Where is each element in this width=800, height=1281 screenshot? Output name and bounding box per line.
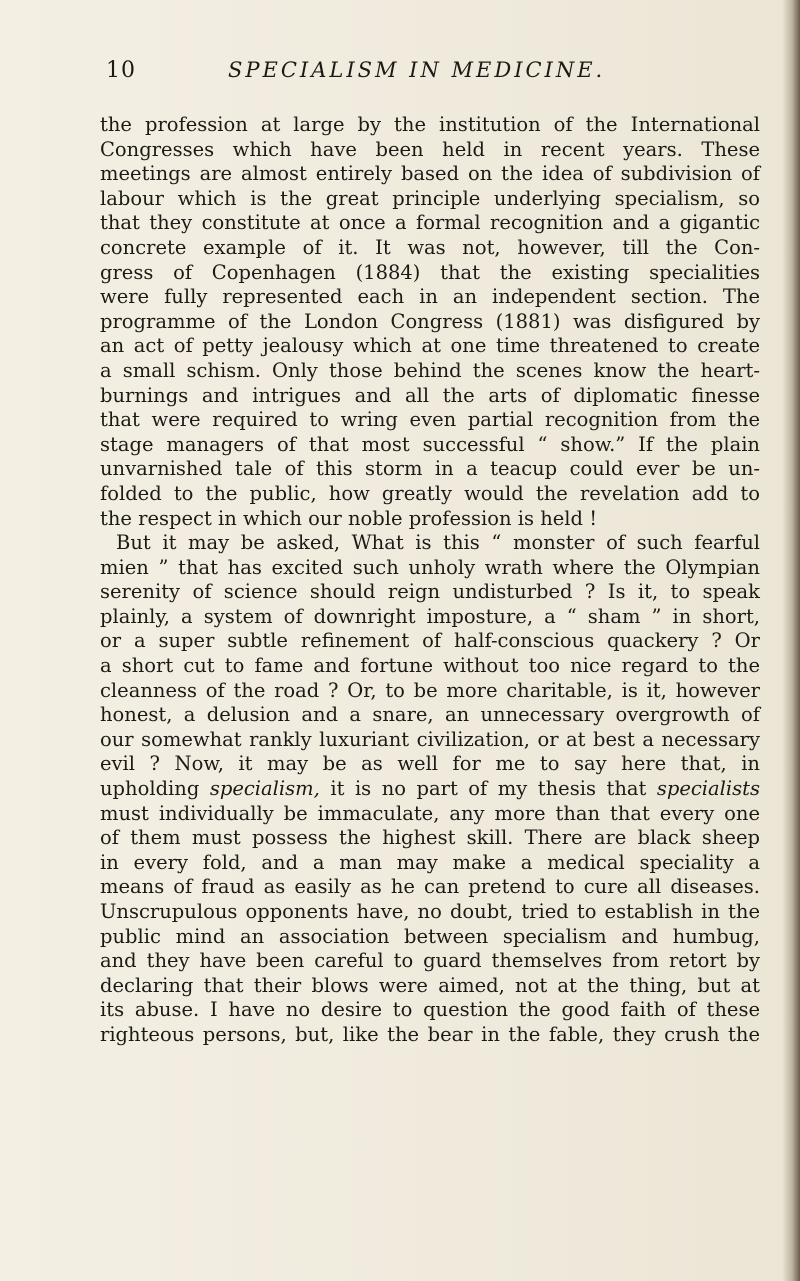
- text-line: labour which is the great principle underlying specialism, so: [100, 186, 760, 210]
- paragraph-first-line: But it may be asked, What is this “ monster of such fearful: [116, 531, 760, 555]
- text-line: stage managers of that most successful “ show.” If the plain: [100, 432, 760, 456]
- text-line-with-italics: [100, 777, 760, 802]
- text-line: a short cut to fame and fortune without too nice regard to the: [100, 654, 760, 678]
- text-line: meetings are almost entirely based on the idea of subdivision of: [100, 162, 760, 186]
- text-line: the respect in which our noble profession is held !: [100, 506, 598, 530]
- text-fragment: it is no part of my thesis that: [330, 777, 647, 801]
- text-line: the profession at large by the institution of the International: [100, 113, 760, 136]
- text-line: were fully represented each in an independent section. The: [100, 285, 760, 309]
- text-line: in every fold, and a man may make a medical speciality a: [100, 850, 760, 874]
- text-line: Congresses which have been held in recent years. These: [100, 137, 760, 161]
- running-head-title: SPECIALISM IN MEDICINE.: [228, 58, 606, 82]
- text-line: declaring that their blows were aimed, not at the thing, but at: [100, 973, 760, 997]
- italic-term-specialism: specialism,: [209, 777, 320, 801]
- text-line: an act of petty jealousy which at one time threatened to create: [100, 334, 760, 358]
- text-line: serenity of science should reign undisturbed ? Is it, to speak: [100, 580, 760, 604]
- page-number: 10: [106, 58, 136, 83]
- text-line: cleanness of the road ? Or, to be more charitable, is it, however: [100, 678, 760, 702]
- text-line: righteous persons, but, like the bear in the fable, they crush the: [100, 1022, 760, 1046]
- page-edge-shadow: [782, 0, 800, 1281]
- text-line: plainly, a system of downright imposture, a “ sham ” in short,: [100, 604, 760, 628]
- text-line: a small schism. Only those behind the scenes know the heart-: [100, 358, 760, 382]
- text-line: burnings and intrigues and all the arts of diplomatic finesse: [100, 383, 760, 407]
- text-line: concrete example of it. It was not, however, till the Con-: [100, 235, 760, 259]
- text-line: means of fraud as easily as he can pretend to cure all diseases.: [100, 875, 760, 899]
- text-line: that they constitute at once a formal recognition and a gigantic: [100, 211, 760, 235]
- text-line: evil ? Now, it may be as well for me to say here that, in: [100, 752, 760, 776]
- running-head: [0, 58, 760, 98]
- text-line: unvarnished tale of this storm in a teacup could ever be un-: [100, 457, 760, 481]
- text-line: gress of Copenhagen (1884) that the existing specialities: [100, 260, 760, 284]
- text-line: its abuse. I have no desire to question the good faith of these: [100, 998, 760, 1022]
- italic-term-specialists: specialists: [656, 777, 760, 801]
- text-line: folded to the public, how greatly would the revelation add to: [100, 481, 760, 505]
- text-line: our somewhat rankly luxuriant civilization, or at best a necessary: [100, 727, 760, 751]
- text-line: public mind an association between specialism and humbug,: [100, 924, 760, 948]
- text-line: of them must possess the highest skill. There are black sheep: [100, 826, 760, 850]
- text-line: or a super subtle refinement of half-conscious quackery ? Or: [100, 629, 760, 653]
- text-line: must individually be immaculate, any more than that every one: [100, 801, 760, 825]
- text-line: Unscrupulous opponents have, no doubt, tried to establish in the: [100, 900, 760, 923]
- text-line: honest, a delusion and a snare, an unnecessary overgrowth of: [100, 703, 760, 727]
- body-text: [100, 113, 760, 1048]
- text-line: and they have been careful to guard themselves from retort by: [100, 949, 760, 973]
- text-line: mien ” that has excited such unholy wrath where the Olympian: [100, 555, 760, 579]
- text-line: programme of the London Congress (1881) was disfigured by: [100, 309, 760, 333]
- text-fragment: upholding: [100, 777, 200, 801]
- text-line: that were required to wring even partial recognition from the: [100, 408, 760, 432]
